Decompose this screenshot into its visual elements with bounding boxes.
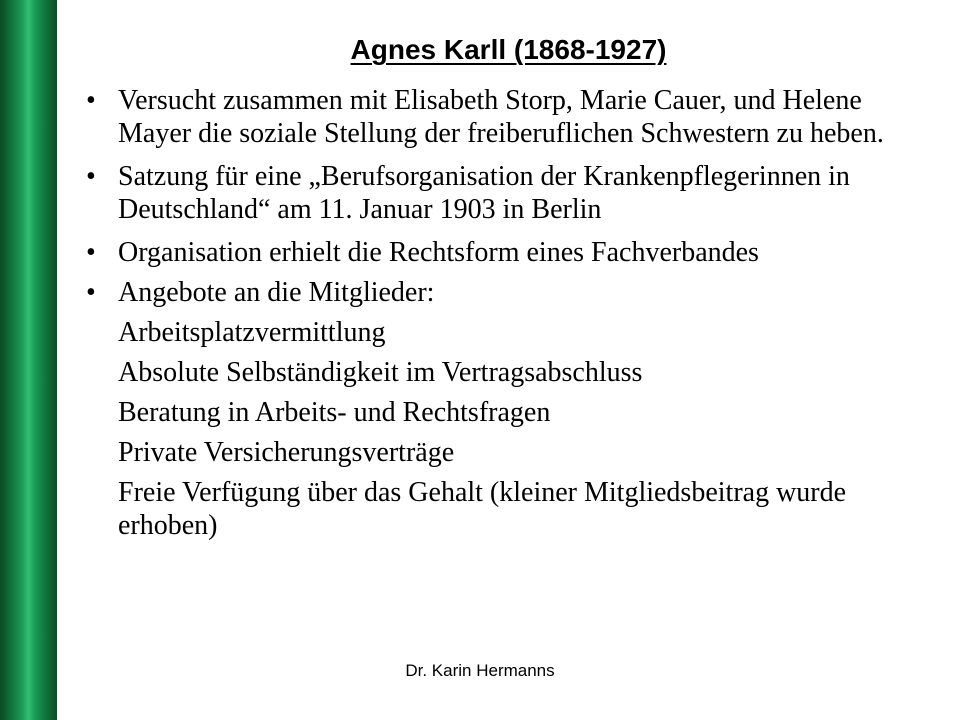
bullet-marker: • — [86, 237, 96, 268]
slide-content — [80, 84, 890, 549]
offer-item: Freie Verfügung über das Gehalt (kleiner Mitgliedsbeitrag wurde erhoben) — [118, 477, 847, 541]
decorative-sidebar — [0, 0, 57, 720]
bullet-item — [80, 84, 890, 150]
offer-item: Arbeitsplatzvermittlung — [118, 317, 386, 348]
bullet-text: Organisation erhielt die Rechtsform eines Fachverbandes — [118, 237, 759, 268]
bullet-marker: • — [86, 277, 96, 308]
bullet-item — [80, 276, 890, 309]
bullet-marker: • — [86, 161, 96, 192]
offer-item: Private Versicherungsverträge — [118, 437, 455, 468]
bullet-text: Angebote an die Mitglieder: — [118, 277, 435, 308]
bullet-text: Satzung für eine „Berufsorganisation der Krankenpflegerinnen in Deutschland“ am 11. Januar 1903 in Berlin — [118, 161, 850, 225]
bullet-text: Versucht zusammen mit Elisabeth Storp, Marie Cauer, und Helene Mayer die soziale Stellung der freiberuflichen Schwestern zu heben. — [118, 85, 884, 149]
bullet-marker: • — [86, 85, 96, 116]
offer-item: Absolute Selbständigkeit im Vertragsabschluss — [118, 357, 643, 388]
offer-item: Beratung in Arbeits- und Rechtsfragen — [118, 397, 551, 428]
slide-title-text: Agnes Karll (1868-1927) — [350, 34, 667, 65]
slide-title — [57, 30, 960, 70]
bullet-item — [80, 160, 890, 226]
slide-footer: Dr. Karin Hermanns — [405, 661, 555, 680]
bullet-item — [80, 236, 890, 269]
